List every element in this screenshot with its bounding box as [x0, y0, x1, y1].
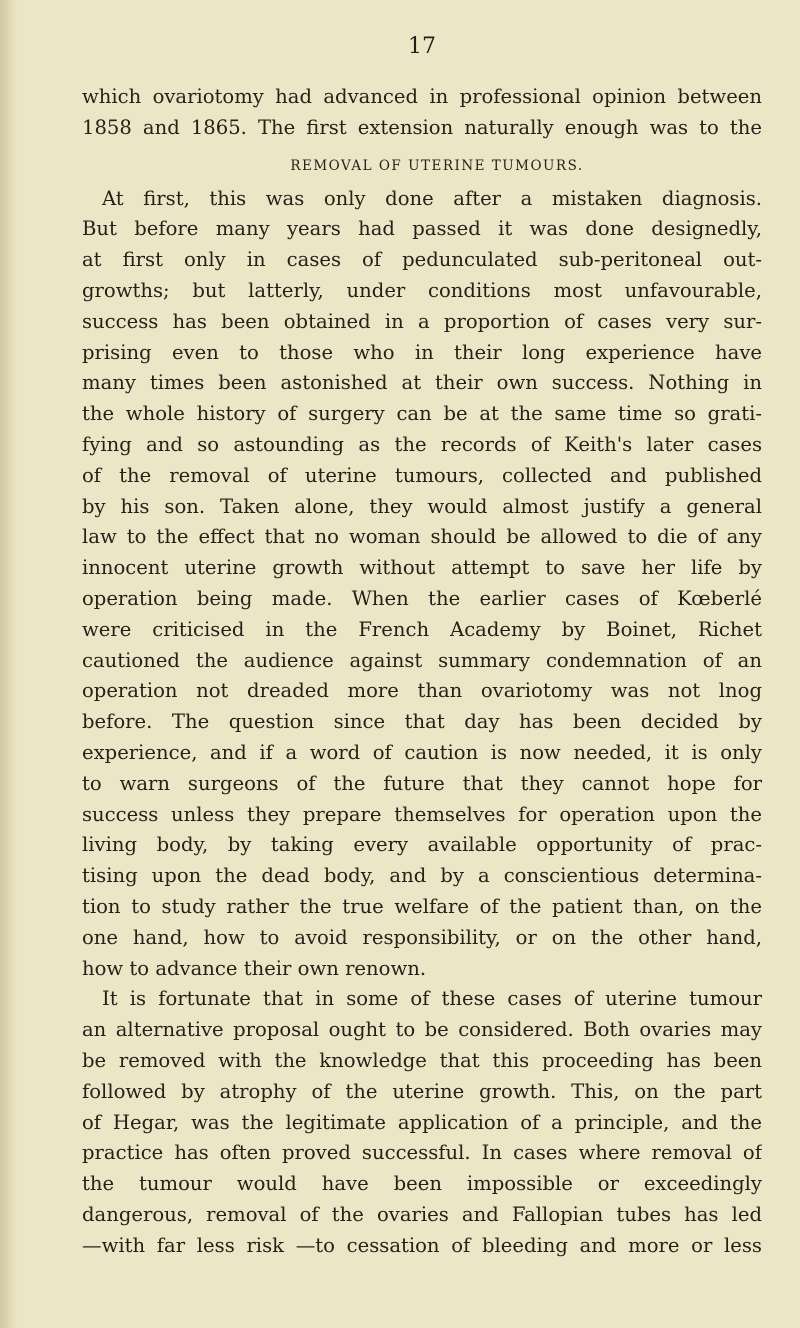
paragraph-1	[82, 184, 762, 985]
text-line: be removed with the knowledge that this proceeding has been	[82, 1048, 762, 1072]
text-line: fying and so astounding as the records of Keith's later cases	[82, 432, 762, 456]
text-line: before. The question since that day has been decided by	[82, 710, 762, 734]
section-heading: REMOVAL OF UTERINE TUMOURS.	[290, 157, 584, 174]
text-line: an alternative proposal ought to be considered. Both ovaries may	[82, 1018, 762, 1042]
text-line: dangerous, removal of the ovaries and Fallopian tubes has led	[82, 1202, 762, 1226]
text-line: experience, and if a word of caution is now needed, it is only	[82, 740, 762, 764]
document-page	[82, 32, 762, 1261]
text-line: living body, by taking every available opportunity of prac-	[82, 833, 762, 857]
text-line: tion to study rather the true welfare of the patient than, on the	[82, 894, 762, 918]
text-line: success has been obtained in a proportion of cases very sur-	[82, 309, 762, 333]
text-line: At first, this was only done after a mistaken diagnosis.	[102, 186, 762, 210]
text-line: It is fortunate that in some of these cases of uterine tumour	[102, 987, 762, 1011]
text-line: the whole history of surgery can be at the same time so grati-	[82, 402, 762, 426]
text-line: cautioned the audience against summary condemnation of an	[82, 648, 762, 672]
text-line: prising even to those who in their long experience have	[82, 340, 762, 364]
text-line: which ovariotomy had advanced in professional opinion between	[82, 85, 762, 108]
paragraph-2	[82, 984, 762, 1261]
text-line: of Hegar, was the legitimate application of a principle, and the	[82, 1110, 762, 1134]
text-line: the tumour would have been impossible or exceedingly	[82, 1172, 762, 1196]
text-line: by his son. Taken alone, they would almost justify a general	[82, 494, 762, 518]
text-line: how to advance their own renown.	[82, 956, 427, 980]
text-line: innocent uterine growth without attempt to save her life by	[82, 556, 762, 580]
page-edge-shadow	[0, 0, 18, 1328]
text-line: law to the effect that no woman should be allowed to die of any	[82, 525, 762, 549]
text-line: at first only in cases of pedunculated sub-peritoneal out-	[82, 248, 762, 272]
text-line: operation being made. When the earlier cases of Kœberlé	[82, 586, 762, 610]
page-number: 17	[408, 34, 436, 59]
text-line: to warn surgeons of the future that they cannot hope for	[82, 771, 762, 795]
text-line: were criticised in the French Academy by Boinet, Richet	[82, 617, 762, 641]
text-line: operation not dreaded more than ovariotomy was not lnog	[82, 679, 762, 703]
text-line: of the removal of uterine tumours, collected and published	[82, 463, 762, 487]
text-line: But before many years had passed it was done designedly,	[82, 217, 762, 241]
text-line: success unless they prepare themselves for operation upon the	[82, 802, 762, 826]
text-line: growths; but latterly, under conditions most unfavourable,	[82, 278, 762, 302]
text-line: —with far less risk —to cessation of bleeding and more or less	[82, 1233, 762, 1257]
text-line: practice has often proved successful. In cases where removal of	[82, 1141, 762, 1165]
text-line: one hand, how to avoid responsibility, or on the other hand,	[82, 925, 762, 949]
text-line: many times been astonished at their own success. Nothing in	[82, 371, 762, 395]
text-line: followed by atrophy of the uterine growth. This, on the part	[82, 1079, 762, 1103]
text-line: 1858 and 1865. The first extension naturally enough was to the	[82, 115, 762, 139]
body-text	[82, 82, 762, 1261]
text-line: tising upon the dead body, and by a conscientious determina-	[82, 864, 762, 888]
